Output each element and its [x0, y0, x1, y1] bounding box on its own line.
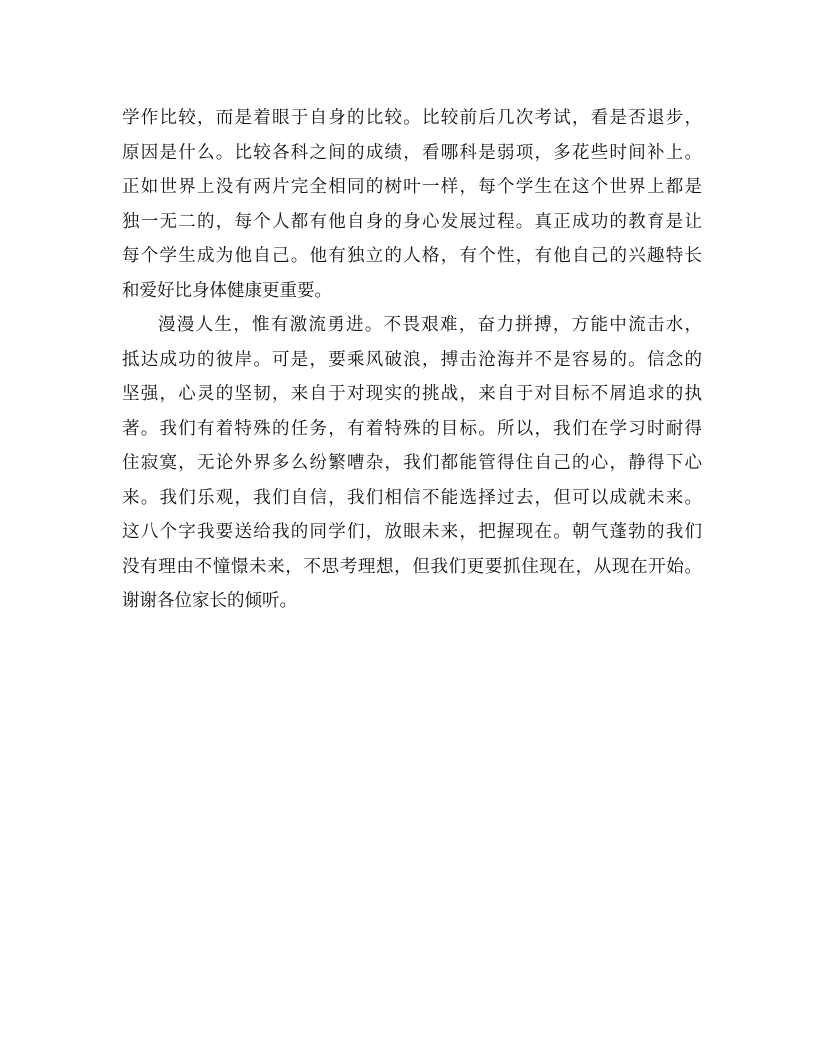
paragraph-line: 来。我们乐观，我们自信，我们相信不能选择过去，但可以成就未来。 [122, 487, 702, 508]
paragraph-1 [122, 101, 702, 308]
paragraph-line: 独一无二的，每个人都有他自身的身心发展过程。真正成功的教育是让 [122, 211, 702, 232]
paragraph-line: 学作比较，而是着眼于自身的比较。比较前后几次考试，看是否退步， [122, 108, 702, 128]
paragraph-line: 住寂寞，无论外界多么纷繁嘈杂，我们都能管得住自己的心，静得下心 [122, 453, 702, 473]
paragraph-line: 抵达成功的彼岸。可是，要乘风破浪，搏击沧海并不是容易的。信念的 [122, 349, 702, 370]
paragraph-line: 每个学生成为他自己。他有独立的人格，有个性，有他自己的兴趣特长 [122, 246, 702, 266]
paragraph-line: 漫漫人生，惟有激流勇进。不畏艰难，奋力拼搏，方能中流击水， [158, 315, 702, 335]
body-text [122, 101, 702, 619]
paragraph-line: 这八个字我要送给我的同学们，放眼未来，把握现在。朝气蓬勃的我们 [122, 522, 702, 542]
paragraph-line: 原因是什么。比较各科之间的成绩，看哪科是弱项，多花些时间补上。 [122, 142, 702, 163]
paragraph-line: 正如世界上没有两片完全相同的树叶一样，每个学生在这个世界上都是 [122, 177, 702, 197]
paragraph-line: 谢谢各位家长的倾听。 [122, 591, 297, 611]
paragraph-line: 和爱好比身体健康更重要。 [122, 280, 332, 301]
paragraph-line: 没有理由不憧憬未来，不思考理想，但我们更要抓住现在，从现在开始。 [122, 556, 702, 577]
paragraph-2 [122, 308, 702, 619]
paragraph-line: 坚强，心灵的坚韧，来自于对现实的挑战，来自于对目标不屑追求的执 [122, 384, 702, 404]
paragraph-line: 著。我们有着特殊的任务，有着特殊的目标。所以，我们在学习时耐得 [122, 418, 702, 439]
